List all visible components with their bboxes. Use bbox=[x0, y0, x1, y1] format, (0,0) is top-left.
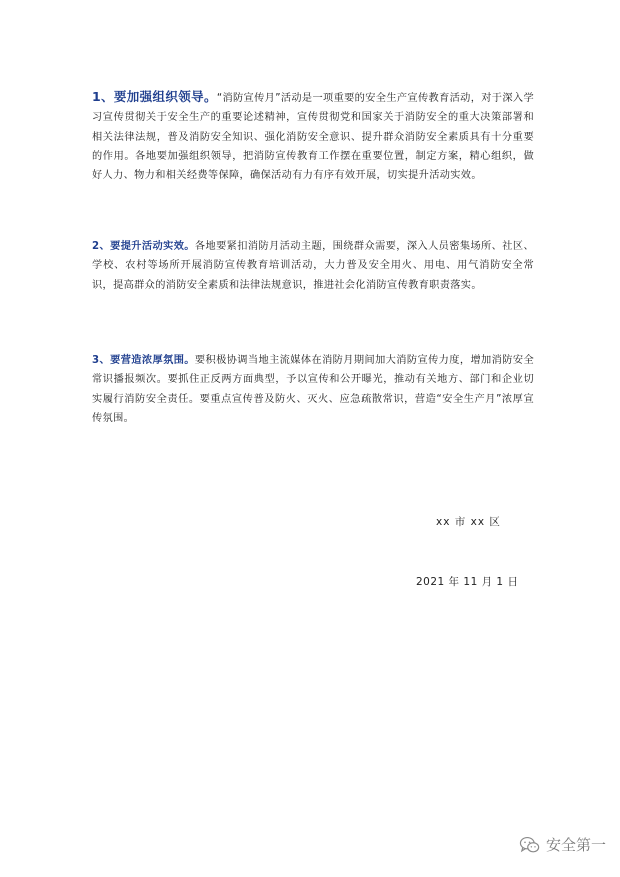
paragraph-3-body: 要积极协调当地主流媒体在消防月期间加大消防宣传力度，增加消防安全常识播报频次。要抓住正反两方面典型，予以宣传和公开曝光，推动有关地方、部门和企业切实履行消防安全责任。要重点宣传普及防火、灭火、应急疏散常识，营造“安全生产月”浓厚宣传氛围。 bbox=[92, 355, 534, 424]
watermark-text: 安全第一 bbox=[545, 836, 606, 854]
paragraph-2 bbox=[92, 237, 534, 295]
paragraph-3 bbox=[92, 351, 534, 428]
paragraph-2-body: 各地要紧扣消防月活动主题，围绕群众需要，深入人员密集场所、社区、学校、农村等场所开展消防宣传教育培训活动，大力普及安全用火、用电、用气消防安全常识，提高群众的消防安全素质和法律法规意识，推进社会化消防宣传教育职责落实。 bbox=[92, 241, 534, 291]
signature-org: xx 市 xx 区 bbox=[436, 516, 501, 528]
watermark bbox=[519, 834, 606, 855]
signature-date: 2021 年 11 月 1 日 bbox=[416, 576, 519, 588]
paragraph-1-heading: 1、要加强组织领导。 bbox=[92, 89, 217, 105]
paragraph-1 bbox=[92, 87, 534, 185]
paragraph-3-heading: 3、要营造浓厚氛围。 bbox=[92, 355, 195, 367]
paragraph-2-heading: 2、要提升活动实效。 bbox=[92, 241, 195, 253]
wechat-icon bbox=[519, 835, 541, 855]
paragraph-1-body: “消防宣传月”活动是一项重要的安全生产宣传教育活动，对于深入学习宣传贯彻关于安全生产的重要论述精神，宣传贯彻党和国家关于消防安全的重大决策部署和相关法律法规，普及消防安全知识、强化消防安全意识、提升群众消防安全素质具有十分重要的作用。各地要加强组织领导，把消防宣传教育工作摆在重要位置，制定方案，精心组织，做好人力、物力和相关经费等保障，确保活动有力有序有效开展，切实提升活动实效。 bbox=[92, 93, 534, 181]
